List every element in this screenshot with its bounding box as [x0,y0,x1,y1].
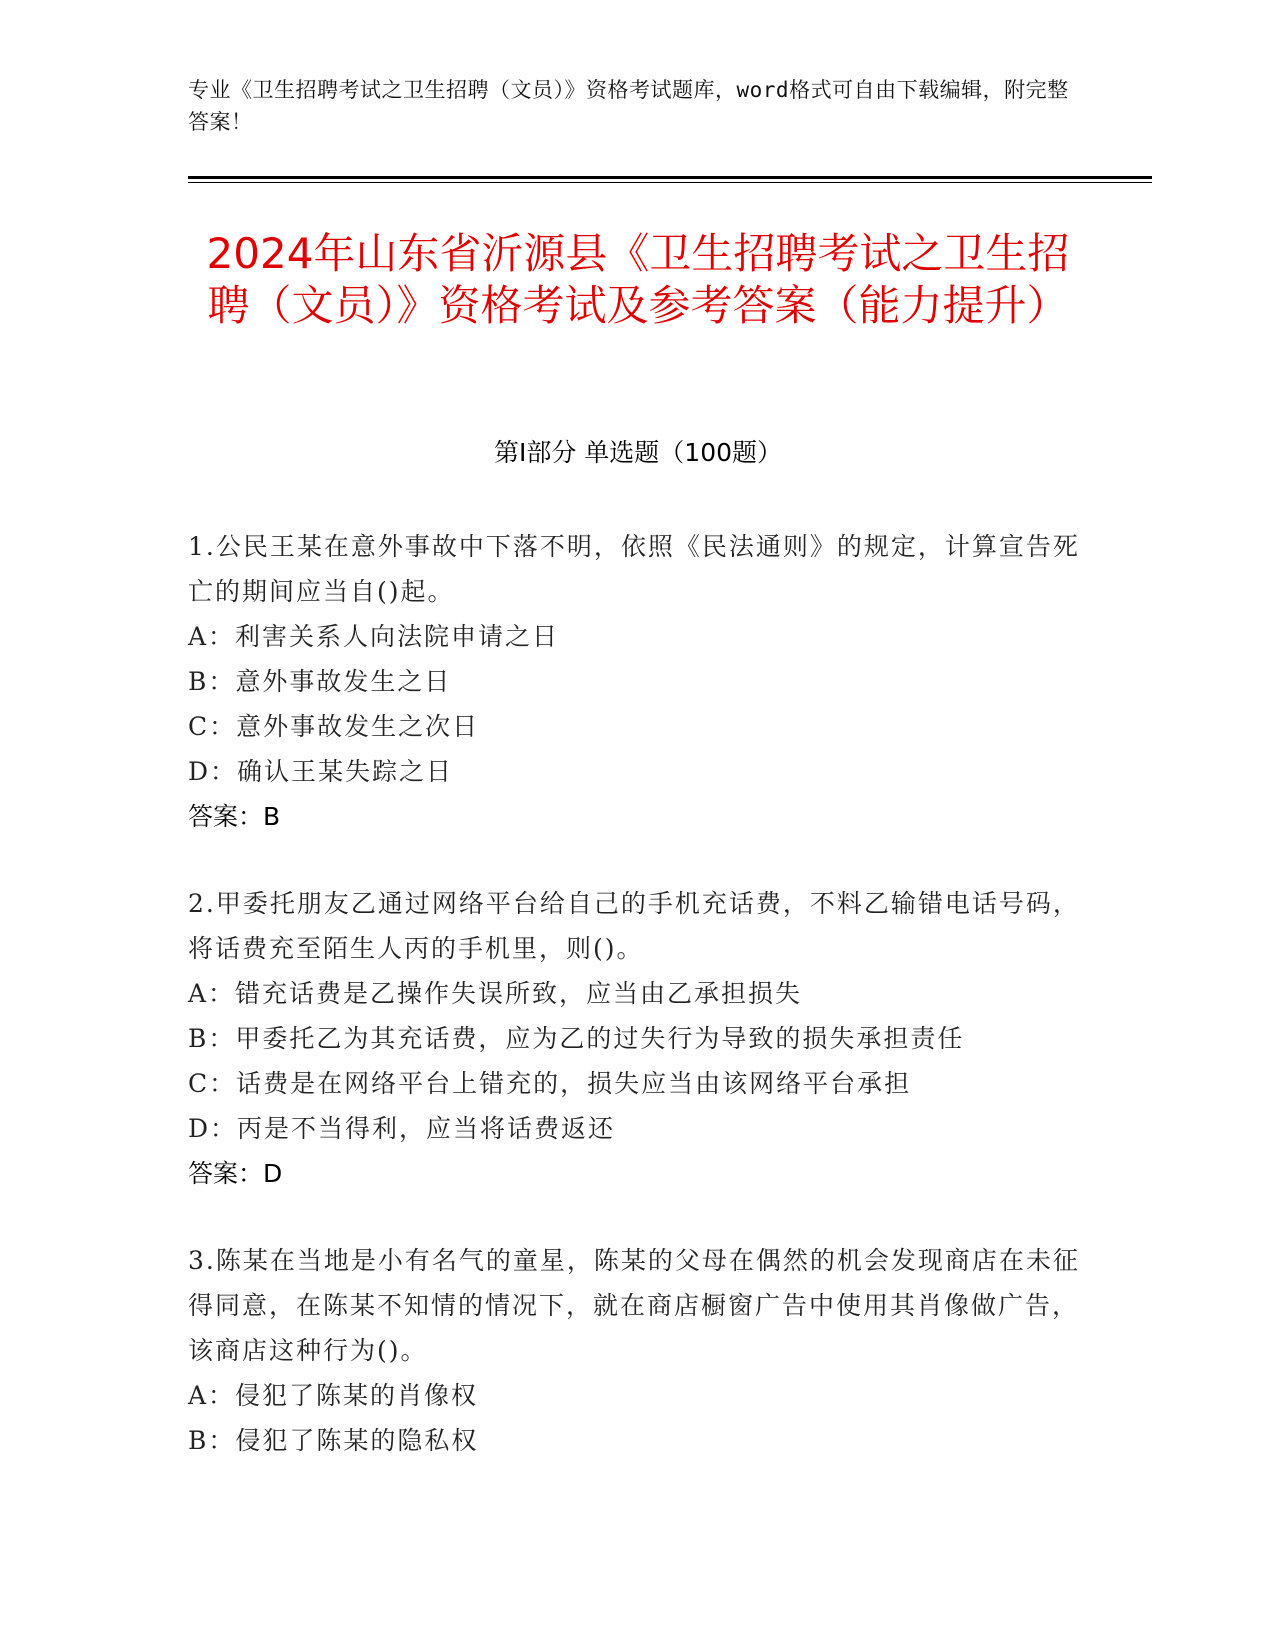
header-divider-thick [188,176,1152,179]
question-1 [188,524,1088,839]
option-c: C：意外事故发生之次日 [188,712,480,741]
option-b: B：甲委托乙为其充话费，应为乙的过失行为导致的损失承担责任 [188,1024,965,1053]
question-3 [188,1238,1088,1463]
option-a: A：侵犯了陈某的肖像权 [188,1381,479,1410]
header-divider-thin [188,182,1152,183]
question-list [188,524,1088,1505]
document-title: 2024年山东省沂源县《卫生招聘考试之卫生招聘（文员）》资格考试及参考答案（能力提升） [206,229,1070,330]
question-stem: 1.公民王某在意外事故中下落不明，依照《民法通则》的规定，计算宣告死亡的期间应当自()起。 [188,532,1080,606]
answer: 答案：D [188,1159,283,1188]
question-stem: 2.甲委托朋友乙通过网络平台给自己的手机充话费，不料乙输错电话号码，将话费充至陌生人丙的手机里，则()。 [188,889,1080,963]
option-d: D：确认王某失踪之日 [188,757,454,786]
answer: 答案：B [188,802,281,831]
question-stem: 3.陈某在当地是小有名气的童星，陈某的父母在偶然的机会发现商店在未征得同意，在陈某不知情的情况下，就在商店橱窗广告中使用其肖像做广告，该商店这种行为()。 [188,1246,1080,1365]
option-b: B：意外事故发生之日 [188,667,452,696]
option-a: A：错充话费是乙操作失误所致，应当由乙承担损失 [188,979,803,1008]
option-c: C：话费是在网络平台上错充的，损失应当由该网络平台承担 [188,1069,912,1098]
option-d: D：丙是不当得利，应当将话费返还 [188,1114,616,1143]
option-b: B：侵犯了陈某的隐私权 [188,1426,479,1455]
option-a: A：利害关系人向法院申请之日 [188,622,560,651]
section-title: 第Ⅰ部分 单选题（100题） [493,438,783,467]
header-note: 专业《卫生招聘考试之卫生招聘（文员）》资格考试题库，word格式可自由下载编辑，附完整答案！ [188,78,1069,134]
question-2 [188,881,1088,1196]
